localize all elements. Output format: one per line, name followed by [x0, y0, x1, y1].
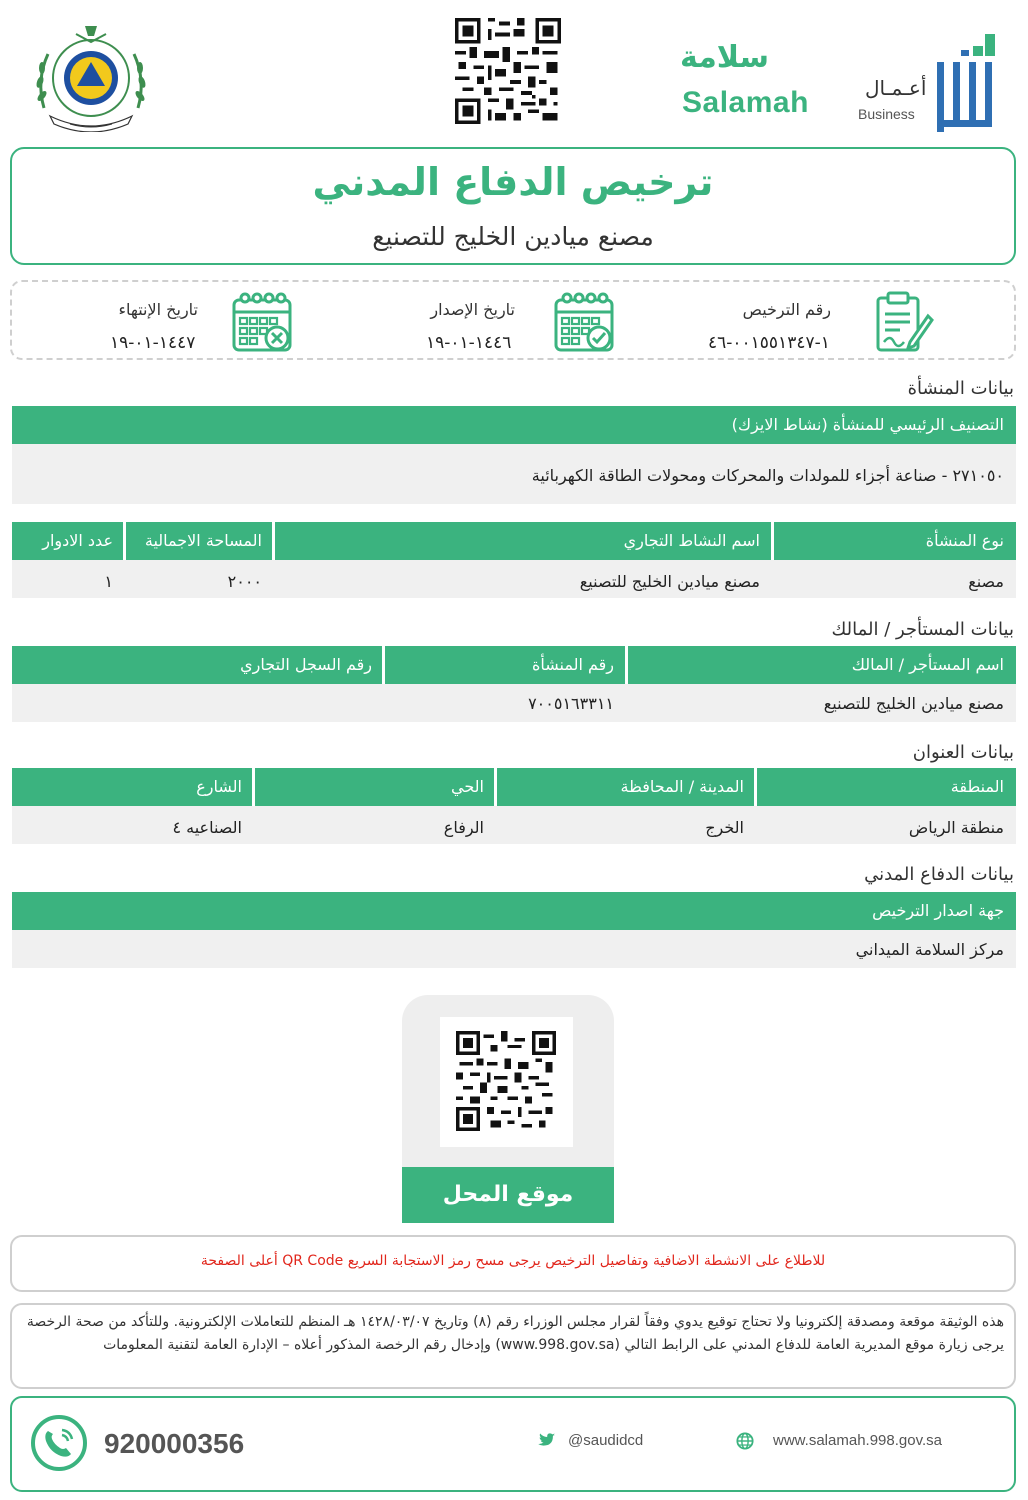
facility-type-value: مصنع [968, 572, 1004, 591]
owner-section-title: بيانات المستأجر / المالك [831, 619, 1014, 640]
civil-defense-emblem [30, 20, 152, 132]
absher-logo [935, 32, 1005, 136]
issue-date-label: تاريخ الإصدار [430, 300, 515, 319]
shop-location-button[interactable]: موقع المحل [402, 1167, 614, 1223]
twitter-icon [536, 1432, 556, 1450]
address-table-header [12, 768, 1016, 806]
globe-icon [736, 1432, 754, 1450]
salamah-english-logo: Salamah [682, 86, 809, 119]
issue-date-value: ١٤٤٦-٠١-١٩ [426, 333, 512, 353]
issuer-header-bar [12, 892, 1016, 930]
floors-value: ١ [104, 572, 113, 591]
facility-number-header: رقم المنشأة [531, 655, 614, 674]
phone-icon [30, 1414, 88, 1472]
amal-arabic-label: أعـمـال [865, 76, 927, 100]
total-area-header: المساحة الاجمالية [144, 531, 262, 550]
floors-header: عدد الادوار [42, 531, 113, 550]
facility-name-heading: مصنع ميادين الخليج للتصنيع [372, 222, 654, 251]
phone-number[interactable]: 920000356 [104, 1428, 245, 1459]
classification-header: التصنيف الرئيسي للمنشأة (نشاط الايزك) [731, 415, 1004, 434]
total-area-value: ٢٠٠٠ [227, 572, 262, 591]
address-table-row [12, 806, 1016, 844]
owner-name-value: مصنع ميادين الخليج للتصنيع [823, 694, 1004, 713]
qr-notice-text: للاطلاع على الانشطة الاضافية وتفاصيل الترخيص يرجى مسح رمز الاستجابة السريع QR Code أعلى الصفحة [200, 1253, 826, 1269]
street-value: الصناعيه ٤ [172, 818, 242, 837]
license-number-label: رقم الترخيص [742, 300, 831, 319]
disclaimer-text: هذه الوثيقة موقعة ومصدقة إلكترونيا ولا تحتاج توقيع يدوي وفقاً لقرار مجلس الوزراء رقم (٨) وتاريخ ١٤٢٨/٠٣/٠٧ هـ المنظم للتعاملات الإلكترونية. وللتأكد من صحة الرخصة يرجى زيارة موقع المديرية العامة للدفاع المدني على الرابط التالي (www.998.gov.sa) وإدخال رقم الرخصة المذكور أعلاه – الإدارة العامة لتقنية المعلومات [26, 1314, 1004, 1353]
twitter-handle[interactable]: @saudidcd [568, 1432, 644, 1449]
owner-name-header: اسم المستأجر / المالك [851, 655, 1004, 674]
classification-value: ٢٧١٠٥٠ - صناعة أجزاء للمولدات والمحركات ومحولات الطاقة الكهربائية [531, 466, 1004, 485]
facility-number-value: ٧٠٠٥١٦٣٣١١ [528, 694, 614, 713]
owner-table-header [12, 646, 1016, 684]
expiry-date-label: تاريخ الإنتهاء [118, 300, 198, 319]
expiry-date-value: ١٤٤٧-٠١-١٩ [110, 333, 196, 353]
facility-type-header: نوع المنشأة [925, 531, 1004, 550]
street-header: الشارع [196, 777, 242, 796]
website-link[interactable]: www.salamah.998.gov.sa [773, 1432, 942, 1449]
facility-table-row [12, 560, 1016, 598]
civil-defense-section-title: بيانات الدفاع المدني [864, 864, 1014, 885]
location-qr-code[interactable] [456, 1031, 556, 1131]
business-name-header: اسم النشاط التجاري [623, 531, 760, 550]
district-value: الرفاع [443, 818, 484, 837]
amal-business-label: Business [858, 106, 915, 122]
calendar-check-icon [552, 290, 616, 354]
license-number-value: ١-٠٠١٥٥١٣٤٧-٤٦ [708, 333, 830, 353]
facility-section-title: بيانات المنشأة [907, 378, 1014, 399]
issuer-row [12, 930, 1016, 968]
qr-code-top[interactable] [455, 18, 561, 124]
business-name-value: مصنع ميادين الخليج للتصنيع [579, 572, 760, 591]
city-value: الخرج [705, 818, 744, 837]
region-header: المنطقة [950, 777, 1004, 796]
region-value: منطقة الرياض [908, 818, 1004, 837]
issuer-header: جهة اصدار الترخيص [872, 901, 1004, 920]
facility-table-header [12, 522, 1016, 560]
address-section-title: بيانات العنوان [912, 742, 1014, 763]
issuer-value: مركز السلامة الميداني [855, 940, 1004, 959]
salamah-arabic-logo: سلامة [680, 40, 770, 75]
district-header: الحي [451, 777, 484, 796]
document-title: ترخيص الدفاع المدني [312, 160, 714, 204]
owner-table-row [12, 684, 1016, 722]
calendar-expire-icon [230, 290, 294, 354]
document-icon [870, 290, 934, 354]
city-header: المدينة / المحافظة [620, 777, 744, 796]
classification-header-bar [12, 406, 1016, 444]
classification-row [12, 444, 1016, 504]
commercial-register-header: رقم السجل التجاري [240, 655, 372, 674]
